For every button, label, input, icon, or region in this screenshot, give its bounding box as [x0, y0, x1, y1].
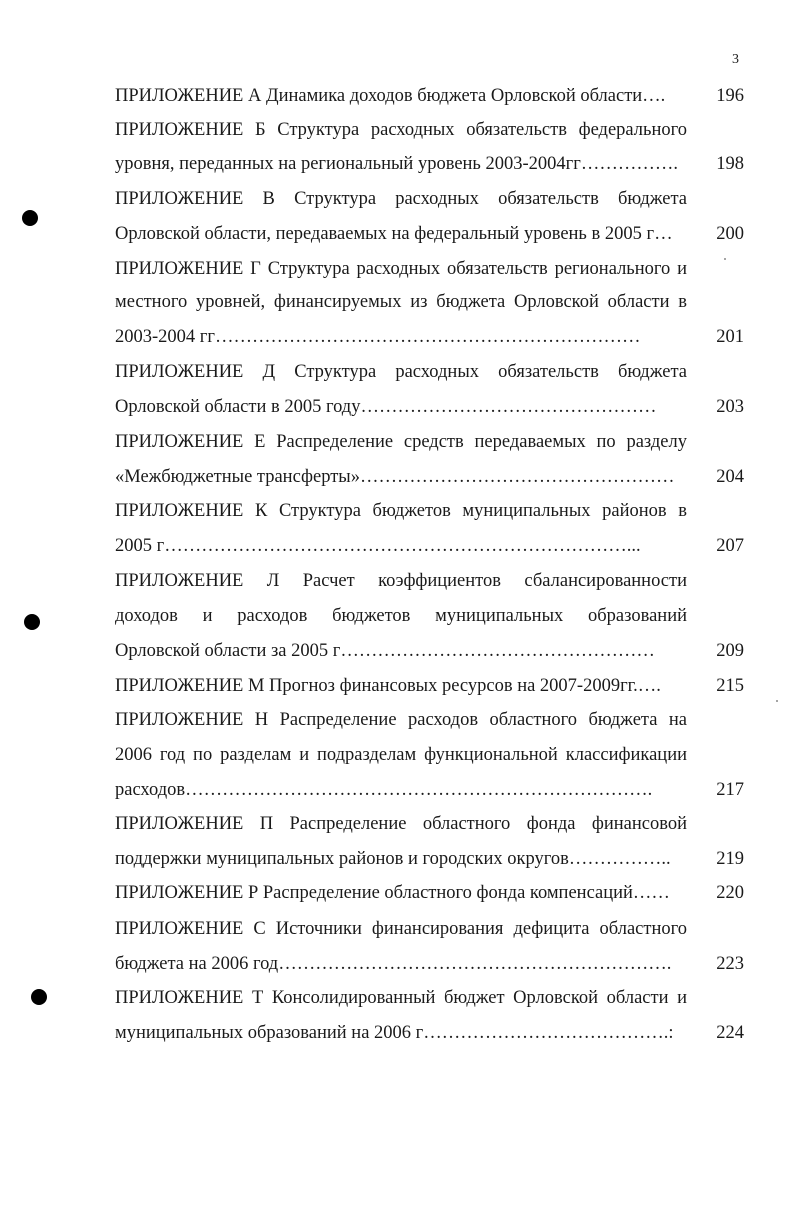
toc-entry-line: местного уровней, финансируемых из бюджета Орловской области в [115, 292, 687, 312]
toc-entry-page-number: 223 [716, 954, 744, 974]
toc-entry-line: расходов…………………………………………………………………. [115, 780, 653, 800]
punch-hole-mark [22, 210, 38, 226]
toc-entry-line: поддержки муниципальных районов и городских округов…………….. [115, 849, 671, 869]
toc-entry-line: ПРИЛОЖЕНИЕ В Структура расходных обязательств бюджета [115, 189, 687, 209]
toc-entry-page-number: 224 [716, 1023, 744, 1043]
toc-entry-line: ПРИЛОЖЕНИЕ Г Структура расходных обязательств регионального и [115, 259, 687, 279]
toc-entry-page-number: 196 [716, 86, 744, 106]
toc-entry-line: муниципальных образований на 2006 г………………………………….: [115, 1023, 674, 1043]
toc-entry-page-number: 198 [716, 154, 744, 174]
toc-entry-page-number: 217 [716, 780, 744, 800]
toc-entry-page-number: 220 [716, 883, 744, 903]
scan-speck [776, 700, 778, 702]
scan-speck [724, 258, 726, 260]
toc-entry-line: 2006 год по разделам и подразделам функциональной классификации [115, 745, 687, 765]
toc-entry-line: ПРИЛОЖЕНИЕ П Распределение областного фонда финансовой [115, 814, 687, 834]
toc-entry-line: ПРИЛОЖЕНИЕ Т Консолидированный бюджет Орловской области и [115, 988, 687, 1008]
toc-entry-page-number: 204 [716, 467, 744, 487]
toc-entry-line: Орловской области за 2005 г…………………………………………… [115, 641, 655, 661]
toc-entry-page-number: 209 [716, 641, 744, 661]
toc-entry-line: уровня, переданных на региональный уровень 2003-2004гг……………. [115, 154, 678, 174]
toc-entry-line: доходов и расходов бюджетов муниципальных образований [115, 606, 687, 626]
toc-entry-line: ПРИЛОЖЕНИЕ Р Распределение областного фонда компенсаций…… [115, 883, 670, 903]
toc-entry-page-number: 219 [716, 849, 744, 869]
toc-entry-line: ПРИЛОЖЕНИЕ К Структура бюджетов муниципальных районов в [115, 501, 687, 521]
toc-entry-page-number: 201 [716, 327, 744, 347]
toc-entry-line: ПРИЛОЖЕНИЕ Д Структура расходных обязательств бюджета [115, 362, 687, 382]
toc-entry-line: бюджета на 2006 год………………………………………………………. [115, 954, 672, 974]
toc-entry-line: 2005 г…………………………………………………………………... [115, 536, 641, 556]
page-number: 3 [732, 52, 739, 67]
toc-entry-line: «Межбюджетные трансферты»…………………………………………… [115, 467, 675, 487]
toc-entry-line: ПРИЛОЖЕНИЕ А Динамика доходов бюджета Орловской области…. [115, 86, 666, 106]
toc-entry-page-number: 203 [716, 397, 744, 417]
toc-entry-page-number: 200 [716, 224, 744, 244]
punch-hole-mark [24, 614, 40, 630]
toc-entry-line: 2003-2004 гг…………………………………………………………… [115, 327, 641, 347]
toc-entry-line: Орловской области в 2005 году………………………………………… [115, 397, 657, 417]
toc-entry-page-number: 215 [716, 676, 744, 696]
toc-entry-page-number: 207 [716, 536, 744, 556]
toc-entry-line: ПРИЛОЖЕНИЕ М Прогноз финансовых ресурсов на 2007-2009гг.…. [115, 676, 661, 696]
toc-entry-line: ПРИЛОЖЕНИЕ Н Распределение расходов областного бюджета на [115, 710, 687, 730]
toc-entry-line: Орловской области, передаваемых на федеральный уровень в 2005 г… [115, 224, 673, 244]
toc-entry-line: ПРИЛОЖЕНИЕ Е Распределение средств передаваемых по разделу [115, 432, 687, 452]
toc-entry-line: ПРИЛОЖЕНИЕ Л Расчет коэффициентов сбалансированности [115, 571, 687, 591]
toc-entry-line: ПРИЛОЖЕНИЕ Б Структура расходных обязательств федерального [115, 120, 687, 140]
toc-entry-line: ПРИЛОЖЕНИЕ С Источники финансирования дефицита областного [115, 919, 687, 939]
punch-hole-mark [31, 989, 47, 1005]
